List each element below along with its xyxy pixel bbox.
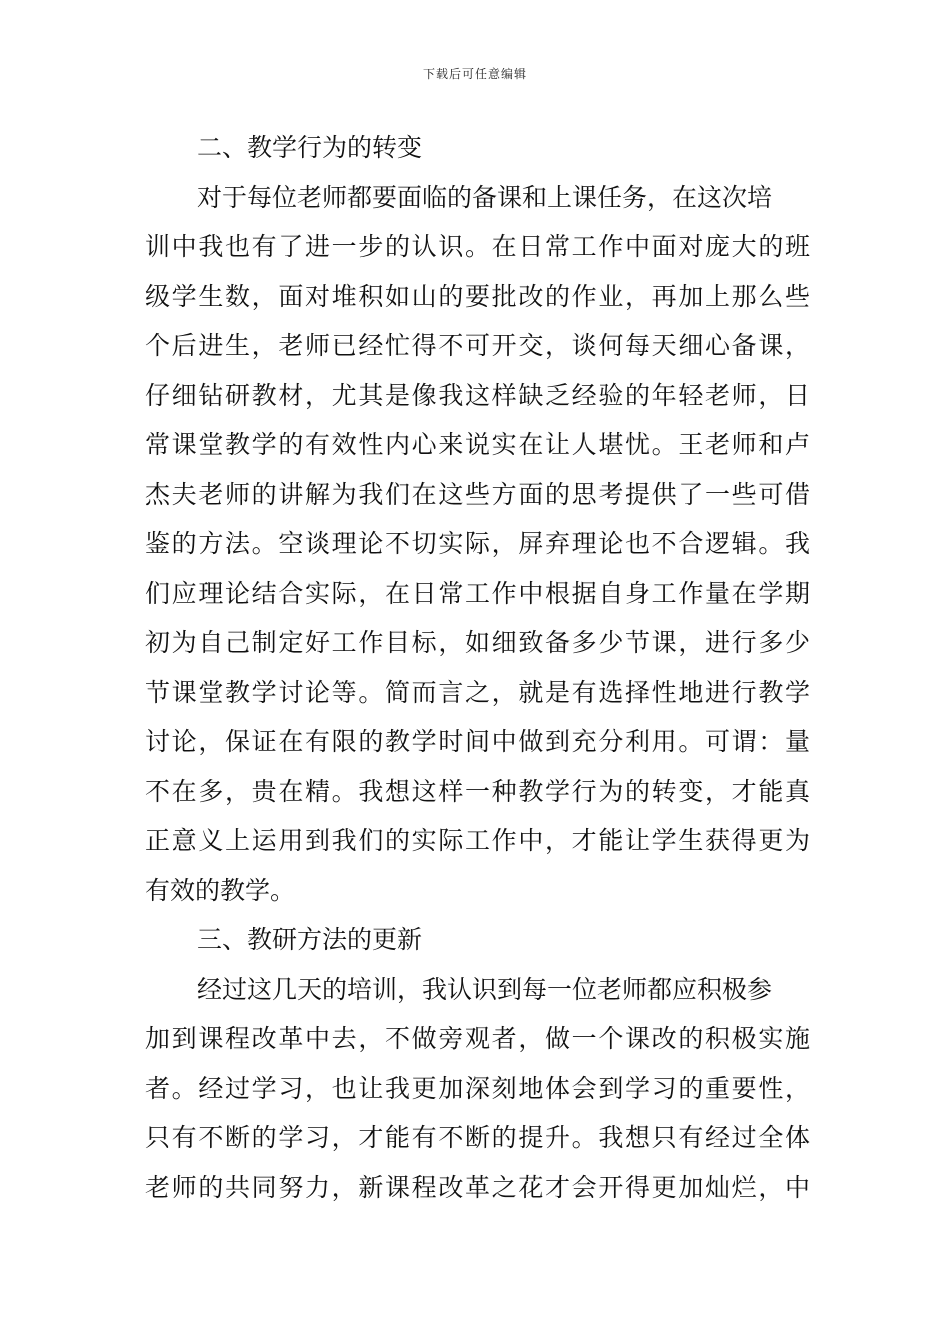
paragraph-line: 经过这几天的培训，我认识到每一位老师都应积极参	[197, 974, 773, 1004]
page-header: 下载后可任意编辑	[422, 67, 527, 81]
paragraph-line: 仔细钻研教材，尤其是像我这样缺乏经验的年轻老师，日	[145, 380, 810, 410]
paragraph-line: 者。经过学习，也让我更加深刻地体会到学习的重要性，	[145, 1073, 810, 1103]
paragraph-line: 鉴的方法。空谈理论不切实际，屏弃理论也不合逻辑。我	[145, 529, 810, 558]
paragraph-line: 不在多，贵在精。我想这样一种教学行为的转变，才能真	[145, 776, 810, 806]
paragraph-line: 有效的教学。	[145, 875, 296, 905]
paragraph-line: 杰夫老师的讲解为我们在这些方面的思考提供了一些可借	[145, 479, 810, 509]
paragraph-line: 训中我也有了进一步的认识。在日常工作中面对庞大的班	[145, 232, 810, 261]
paragraph-line: 只有不断的学习，才能有不断的提升。我想只有经过全体	[145, 1123, 810, 1152]
paragraph-line: 老师的共同努力，新课程改革之花才会开得更加灿烂，中	[145, 1172, 810, 1202]
paragraph-line: 对于每位老师都要面临的备课和上课任务，在这次培	[197, 182, 773, 212]
paragraph-line: 常课堂教学的有效性内心来说实在让人堪忧。王老师和卢	[145, 430, 810, 459]
paragraph-line: 们应理论结合实际，在日常工作中根据自身工作量在学期	[145, 578, 810, 608]
heading-section-2: 二、教学行为的转变	[197, 133, 423, 162]
paragraph-line: 节课堂教学讨论等。简而言之，就是有选择性地进行教学	[145, 677, 810, 707]
paragraph-line: 正意义上运用到我们的实际工作中，才能让学生获得更为	[145, 826, 810, 855]
paragraph-line: 讨论，保证在有限的教学时间中做到充分利用。可谓：量	[145, 727, 810, 756]
document-body	[145, 123, 810, 1212]
paragraph-line: 个后进生，老师已经忙得不可开交，谈何每天细心备课，	[145, 331, 810, 360]
paragraph-line: 级学生数，面对堆积如山的要批改的作业，再加上那么些	[145, 281, 810, 311]
paragraph-line: 加到课程改革中去，不做旁观者，做一个课改的积极实施	[145, 1024, 810, 1053]
heading-section-3: 三、教研方法的更新	[197, 925, 423, 954]
paragraph-line: 初为自己制定好工作目标，如细致备多少节课，进行多少	[145, 628, 810, 657]
